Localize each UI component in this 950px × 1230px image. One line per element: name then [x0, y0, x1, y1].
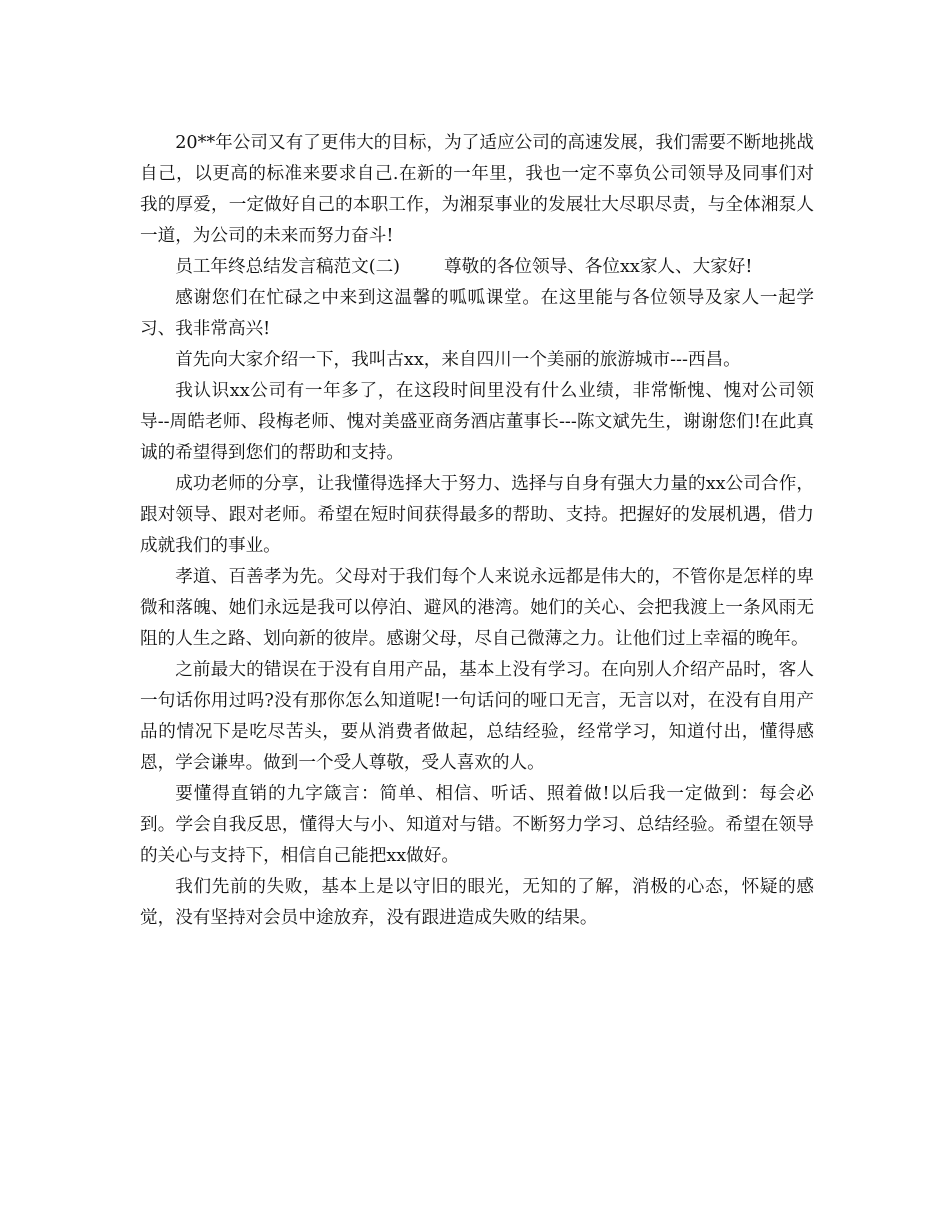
speech-title: 员工年终总结发言稿范文(二): [175, 257, 401, 277]
document-body: [140, 128, 814, 934]
paragraph-filial-piety: 孝道、百善孝为先。父母对于我们每个人来说永远都是伟大的，不管你是怎样的卑微和落魄、她们永远是我可以停泊、避风的港湾。她们的关心、会把我渡上一条风雨无阻的人生之路、划向新的彼岸。感谢父母，尽自己微薄之力。让他们过上幸福的晚年。: [140, 567, 814, 649]
paragraph-introduction: 首先向大家介绍一下，我叫古xx，来自四川一个美丽的旅游城市---西昌。: [175, 350, 741, 370]
paragraph-mistakes: 之前最大的错误在于没有自用产品，基本上没有学习。在向别人介绍产品时，客人一句话你用过吗?没有那你怎么知道呢!一句话问的哑口无言，无言以对，在没有自用产品的情况下是吃尽苦头，要从消费者做起，总结经验，经常学习，知道付出，懂得感恩，学会谦卑。做到一个受人尊敬，受人喜欢的人。: [140, 660, 814, 773]
paragraph-principles: 要懂得直销的九字箴言：简单、相信、听话、照着做!以后我一定做到：每会必到。学会自我反思，懂得大与小、知道对与错。不断努力学习、总结经验。希望在领导的关心与支持下，相信自己能把xx做好。: [140, 784, 814, 866]
paragraph-sharing: 成功老师的分享，让我懂得选择大于努力、选择与自身有强大力量的xx公司合作，跟对领导、跟对老师。希望在短时间获得最多的帮助、支持。把握好的发展机遇，借力成就我们的事业。: [140, 474, 814, 556]
paragraph-failure: 我们先前的失败，基本上是以守旧的眼光，无知的了解，消极的心态，怀疑的感觉，没有坚持对会员中途放弃，没有跟进造成失败的结果。: [140, 877, 814, 928]
heading-line: [140, 252, 814, 283]
paragraph-goals: 20**年公司又有了更伟大的目标，为了适应公司的高速发展，我们需要不断地挑战自己，以更高的标准来要求自己.在新的一年里，我也一定不辜负公司领导及同事们对我的厚爱，一定做好自己的本职工作，为湘泵事业的发展壮大尽职尽责，与全体湘泵人一道，为公司的未来而努力奋斗!: [140, 133, 814, 246]
speech-greeting: 尊敬的各位领导、各位xx家人、大家好!: [444, 257, 753, 277]
paragraph-acknowledgement: 我认识xx公司有一年多了，在这段时间里没有什么业绩，非常惭愧、愧对公司领导--周皓老师、段梅老师、愧对美盛亚商务酒店董事长---陈文斌先生，谢谢您们!在此真诚的希望得到您们的帮助和支持。: [140, 381, 814, 463]
paragraph-thanks: 感谢您们在忙碌之中来到这温馨的呱呱课堂。在这里能与各位领导及家人一起学习、我非常高兴!: [140, 288, 814, 339]
